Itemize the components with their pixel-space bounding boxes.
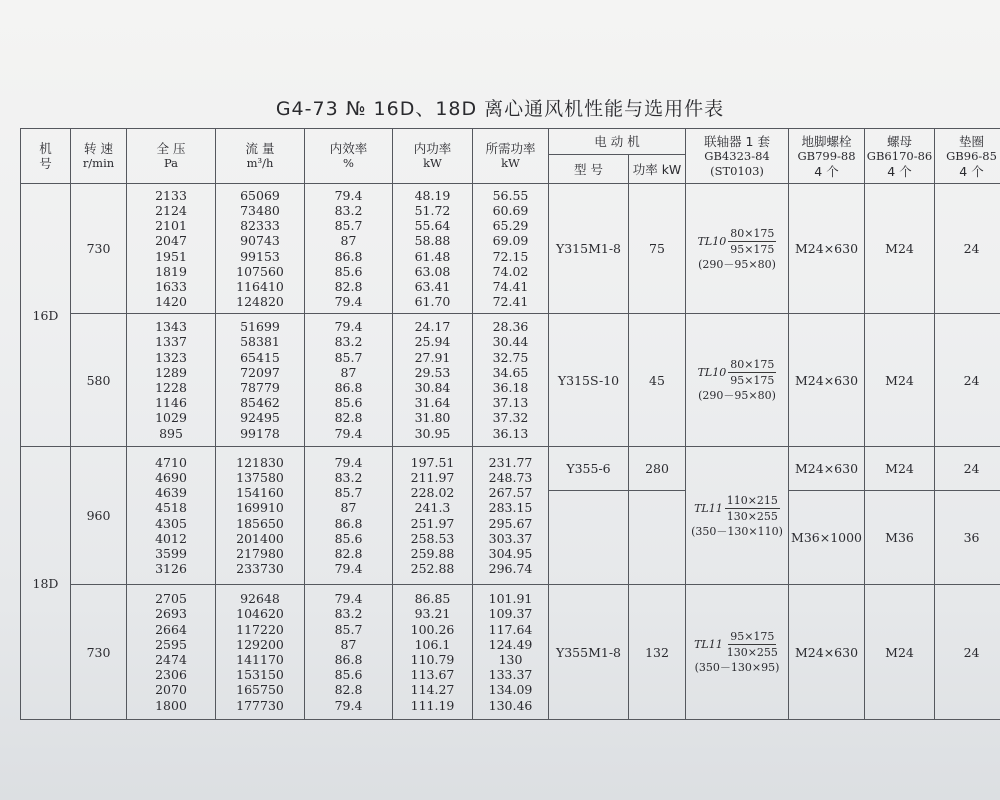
efficiency-cell [305, 184, 393, 314]
efficiency-cell [305, 447, 393, 585]
washer-cell: 24 [935, 314, 1000, 447]
table-value: 169910 [236, 500, 284, 516]
table-value: 29.53 [414, 364, 451, 380]
table-value: 130.46 [488, 697, 533, 713]
table-value: 34.65 [492, 364, 529, 380]
pressure-cell [127, 447, 216, 585]
table-value: 1951 [155, 248, 187, 264]
table-value: 295.67 [488, 515, 533, 531]
table-value: 107560 [236, 263, 284, 279]
table-value: 141170 [236, 652, 284, 667]
table-value: 72.41 [492, 294, 529, 310]
table-value: 177730 [236, 697, 284, 713]
motor-model-cell: Y315M1-8 [549, 184, 629, 314]
table-value: 92648 [240, 591, 280, 607]
coupling-ratio [728, 226, 776, 257]
coupling-cell [686, 447, 789, 585]
table-value: 79.4 [334, 294, 363, 310]
efficiency-cell [305, 585, 393, 720]
header-motor: 电 动 机 [549, 129, 686, 155]
required-power-cell [473, 585, 549, 720]
header-motor-power: 功率 kW [629, 155, 686, 184]
table-value: 30.44 [492, 334, 529, 350]
nut-cell: M24 [865, 447, 935, 491]
table-value: 72097 [240, 364, 280, 380]
coupling-ratio [725, 629, 780, 660]
header-inner-power: 内功率 kW [393, 129, 473, 184]
table-value: 201400 [236, 530, 284, 546]
table-value: 30.84 [414, 380, 451, 395]
motor-power-cell: 132 [629, 585, 686, 720]
nut-cell: M24 [865, 314, 935, 447]
speed-cell: 960 [71, 447, 127, 585]
table-value: 83.2 [334, 469, 363, 485]
table-value: 25.94 [414, 334, 451, 350]
header-nut: 螺母 GB6170-86 4 个 [865, 129, 935, 184]
header-flow: 流 量 m³/h [216, 129, 305, 184]
nut-cell: M24 [865, 585, 935, 720]
coupling-denominator: 130×255 [726, 509, 778, 523]
table-value: 55.64 [414, 218, 451, 234]
table-value: 28.36 [492, 319, 529, 335]
anchor-bolt-cell: M24×630 [789, 447, 865, 491]
table-value: 58381 [240, 334, 280, 350]
table-value: 1819 [155, 263, 187, 279]
table-value: 87 [340, 500, 357, 516]
table-value: 185650 [236, 515, 284, 531]
coupling-spec: (350－130×95) [694, 661, 780, 674]
table-value: 82.8 [334, 682, 363, 698]
nut-cell: M36 [865, 491, 935, 585]
coupling-denominator: 95×175 [730, 242, 775, 256]
table-value: 101.91 [488, 591, 533, 607]
table-value: 267.57 [488, 485, 533, 501]
coupling-spec: (290－95×80) [698, 389, 776, 402]
table-value: 4710 [155, 454, 187, 470]
coupling-numerator: 95×175 [730, 630, 775, 643]
coupling-cell [686, 585, 789, 720]
coupling-numerator: 80×175 [730, 358, 775, 371]
table-value: 83.2 [334, 202, 363, 218]
table-value: 60.69 [492, 202, 529, 218]
motor-model-cell: Y355-6 [549, 447, 629, 491]
header-motor-model: 型 号 [549, 155, 629, 184]
table-value: 92495 [240, 410, 280, 426]
header-coupling: 联轴器 1 套 GB4323-84 (ST0103) [686, 129, 789, 184]
table-value: 1228 [155, 380, 187, 395]
coupling-denominator: 130×255 [726, 646, 778, 659]
anchor-bolt-cell: M24×630 [789, 184, 865, 314]
table-value: 117.64 [488, 621, 533, 637]
table-value: 2306 [155, 667, 187, 683]
table-value: 2664 [155, 621, 187, 637]
flow-cell [216, 447, 305, 585]
table-value: 86.8 [334, 515, 363, 531]
washer-cell: 24 [935, 585, 1000, 720]
table-value: 74.41 [492, 278, 529, 294]
table-value: 31.64 [414, 395, 451, 411]
table-value: 217980 [236, 545, 284, 561]
table-value: 37.32 [492, 410, 529, 426]
table-value: 82.8 [334, 545, 363, 561]
table-value: 79.4 [334, 454, 363, 470]
table-value: 251.97 [410, 515, 455, 531]
motor-model-cell: Y355M1-8 [549, 585, 629, 720]
table-value: 241.3 [414, 500, 451, 516]
header-efficiency: 内效率 % [305, 129, 393, 184]
motor-power-cell: 280 [629, 447, 686, 491]
table-value: 32.75 [492, 349, 529, 365]
washer-cell: 24 [935, 184, 1000, 314]
table-value: 895 [159, 425, 183, 441]
table-value: 100.26 [410, 621, 455, 637]
table-value: 87 [340, 233, 357, 249]
table-value: 165750 [236, 682, 284, 698]
table-value: 85.7 [334, 485, 363, 501]
coupling-fraction [694, 493, 780, 524]
table-value: 82.8 [334, 278, 363, 294]
table-value: 83.2 [334, 334, 363, 350]
washer-cell: 36 [935, 491, 1000, 585]
required-power-cell [473, 447, 549, 585]
header-washer: 垫圈 GB96-85 4 个 [935, 129, 1000, 184]
table-value: 85.7 [334, 349, 363, 365]
table-value: 24.17 [414, 319, 451, 335]
coupling-fraction [698, 226, 777, 257]
required-power-cell [473, 184, 549, 314]
table-value: 248.73 [488, 469, 533, 485]
table-value: 296.74 [488, 561, 533, 577]
table-value: 1633 [155, 278, 187, 294]
pressure-cell [127, 184, 216, 314]
table-value: 79.4 [334, 319, 363, 335]
table-value: 83.2 [334, 606, 363, 622]
table-value: 129200 [236, 636, 284, 652]
table-value: 2595 [155, 636, 187, 652]
anchor-bolt-cell: M36×1000 [789, 491, 865, 585]
table-value: 154160 [236, 485, 284, 501]
table-value: 63.08 [414, 263, 451, 279]
table-value: 51699 [240, 319, 280, 335]
table-value: 90743 [240, 233, 280, 249]
coupling-spec: (350－130×110) [691, 524, 783, 538]
table-value: 2124 [155, 202, 187, 218]
efficiency-cell [305, 314, 393, 447]
fan-performance-table [20, 128, 1000, 720]
header-machine: 机 号 [21, 129, 71, 184]
table-value: 65415 [240, 349, 280, 365]
table-value: 1800 [155, 697, 187, 713]
coupling-denominator: 95×175 [730, 374, 775, 387]
header-speed: 转 速 r/min [71, 129, 127, 184]
table-value: 124820 [236, 294, 284, 310]
table-value: 109.37 [488, 606, 533, 622]
header-pressure: 全 压 Pa [127, 129, 216, 184]
header-anchor-bolt: 地脚螺栓 GB799-88 4 个 [789, 129, 865, 184]
table-value: 104620 [236, 606, 284, 622]
table-value: 72.15 [492, 248, 529, 264]
required-power-cell [473, 314, 549, 447]
table-value: 133.37 [488, 667, 533, 683]
table-value: 85.6 [334, 263, 363, 279]
table-value: 93.21 [414, 606, 451, 622]
table-value: 1146 [155, 395, 187, 411]
table-value: 27.91 [414, 349, 451, 365]
table-value: 86.8 [334, 248, 363, 264]
table-value: 65.29 [492, 218, 529, 234]
table-value: 78779 [240, 380, 280, 395]
motor-power-empty-cell [629, 491, 686, 585]
table-value: 79.4 [334, 187, 363, 203]
table-value: 36.18 [492, 380, 529, 395]
table-value: 233730 [236, 561, 284, 577]
coupling-spec: (290－95×80) [698, 257, 776, 271]
table-value: 2101 [155, 218, 187, 234]
table-value: 79.4 [334, 591, 363, 607]
coupling-cell [686, 314, 789, 447]
table-value: 82333 [240, 218, 280, 234]
table-value: 1323 [155, 349, 187, 365]
table-value: 134.09 [488, 682, 533, 698]
speed-cell: 730 [71, 585, 127, 720]
table-value: 231.77 [488, 454, 533, 470]
table-value: 113.67 [410, 667, 455, 683]
flow-cell [216, 184, 305, 314]
coupling-ratio [728, 357, 776, 388]
table-value: 110.79 [410, 652, 455, 667]
table-value: 124.49 [488, 636, 533, 652]
table-value: 1420 [155, 294, 187, 310]
motor-power-cell: 45 [629, 314, 686, 447]
speed-cell: 730 [71, 184, 127, 314]
table-value: 79.4 [334, 425, 363, 441]
coupling-cell [686, 184, 789, 314]
motor-model-empty-cell [549, 491, 629, 585]
coupling-type: TL11 [694, 501, 723, 515]
table-value: 4012 [155, 530, 187, 546]
table-value: 1029 [155, 410, 187, 426]
machine-cell: 18D [21, 447, 71, 720]
table-value: 85.6 [334, 667, 363, 683]
table-value: 48.19 [414, 187, 451, 203]
table-value: 2047 [155, 233, 187, 249]
table-value: 252.88 [410, 561, 455, 577]
table-value: 259.88 [410, 545, 455, 561]
table-value: 4690 [155, 469, 187, 485]
table-value: 87 [340, 636, 357, 652]
coupling-numerator: 110×215 [726, 493, 778, 507]
coupling-type: TL11 [694, 638, 723, 651]
table-value: 2693 [155, 606, 187, 622]
flow-cell [216, 585, 305, 720]
table-value: 2070 [155, 682, 187, 698]
table-value: 74.02 [492, 263, 529, 279]
header-required-power: 所需功率 kW [473, 129, 549, 184]
coupling-fraction [698, 357, 777, 388]
anchor-bolt-cell: M24×630 [789, 314, 865, 447]
table-value: 2133 [155, 187, 187, 203]
inner-power-cell [393, 314, 473, 447]
coupling-type: TL10 [697, 234, 727, 248]
motor-model-cell: Y315S-10 [549, 314, 629, 447]
table-value: 82.8 [334, 410, 363, 426]
table-value: 4639 [155, 485, 187, 501]
table-value: 114.27 [410, 682, 455, 698]
machine-cell: 16D [21, 184, 71, 447]
table-value: 1289 [155, 364, 187, 380]
coupling-fraction [694, 629, 780, 660]
table-value: 85.6 [334, 530, 363, 546]
inner-power-cell [393, 184, 473, 314]
table-value: 56.55 [492, 187, 529, 203]
table-value: 197.51 [410, 454, 455, 470]
table-value: 211.97 [410, 469, 455, 485]
table-value: 85.7 [334, 621, 363, 637]
speed-cell: 580 [71, 314, 127, 447]
table-value: 79.4 [334, 561, 363, 577]
table-value: 30.95 [414, 425, 451, 441]
pressure-cell [127, 585, 216, 720]
table-value: 228.02 [410, 485, 455, 501]
table-value: 63.41 [414, 278, 451, 294]
table-value: 85.7 [334, 218, 363, 234]
table-value: 73480 [240, 202, 280, 218]
table-value: 153150 [236, 667, 284, 683]
table-value: 106.1 [414, 636, 451, 652]
nut-cell: M24 [865, 184, 935, 314]
table-value: 111.19 [410, 697, 455, 713]
coupling-ratio [725, 493, 780, 524]
table-value: 1343 [155, 319, 187, 335]
anchor-bolt-cell: M24×630 [789, 585, 865, 720]
table-value: 86.85 [414, 591, 451, 607]
table-value: 58.88 [414, 233, 451, 249]
table-value: 3599 [155, 545, 187, 561]
table-value: 79.4 [334, 697, 363, 713]
table-value: 121830 [236, 454, 284, 470]
table-value: 51.72 [414, 202, 451, 218]
coupling-type: TL10 [697, 366, 727, 379]
table-value: 4518 [155, 500, 187, 516]
table-value: 36.13 [492, 425, 529, 441]
coupling-numerator: 80×175 [730, 226, 775, 240]
table-value: 117220 [236, 621, 284, 637]
inner-power-cell [393, 585, 473, 720]
table-value: 303.37 [488, 530, 533, 546]
table-value: 69.09 [492, 233, 529, 249]
washer-cell: 24 [935, 447, 1000, 491]
table-value: 31.80 [414, 410, 451, 426]
table-value: 130 [498, 652, 523, 667]
table-value: 99178 [240, 425, 280, 441]
table-title: G4-73 № 16D、18D 离心通风机性能与选用件表 [275, 98, 725, 120]
table-value: 86.8 [334, 652, 363, 667]
table-value: 1337 [155, 334, 187, 350]
table-value: 2474 [155, 652, 187, 667]
flow-cell [216, 314, 305, 447]
table-value: 61.48 [414, 248, 451, 264]
table-value: 116410 [236, 278, 284, 294]
table-value: 65069 [240, 187, 280, 203]
table-value: 2705 [155, 591, 187, 607]
table-value: 258.53 [410, 530, 455, 546]
table-value: 61.70 [414, 294, 451, 310]
table-value: 85462 [240, 395, 280, 411]
table-value: 304.95 [488, 545, 533, 561]
table-value: 3126 [155, 561, 187, 577]
table-value: 4305 [155, 515, 187, 531]
table-value: 283.15 [488, 500, 533, 516]
table-value: 85.6 [334, 395, 363, 411]
table-value: 87 [340, 364, 357, 380]
table-value: 86.8 [334, 380, 363, 395]
table-value: 99153 [240, 248, 280, 264]
table-value: 137580 [236, 469, 284, 485]
inner-power-cell [393, 447, 473, 585]
pressure-cell [127, 314, 216, 447]
motor-power-cell: 75 [629, 184, 686, 314]
table-value: 37.13 [492, 395, 529, 411]
